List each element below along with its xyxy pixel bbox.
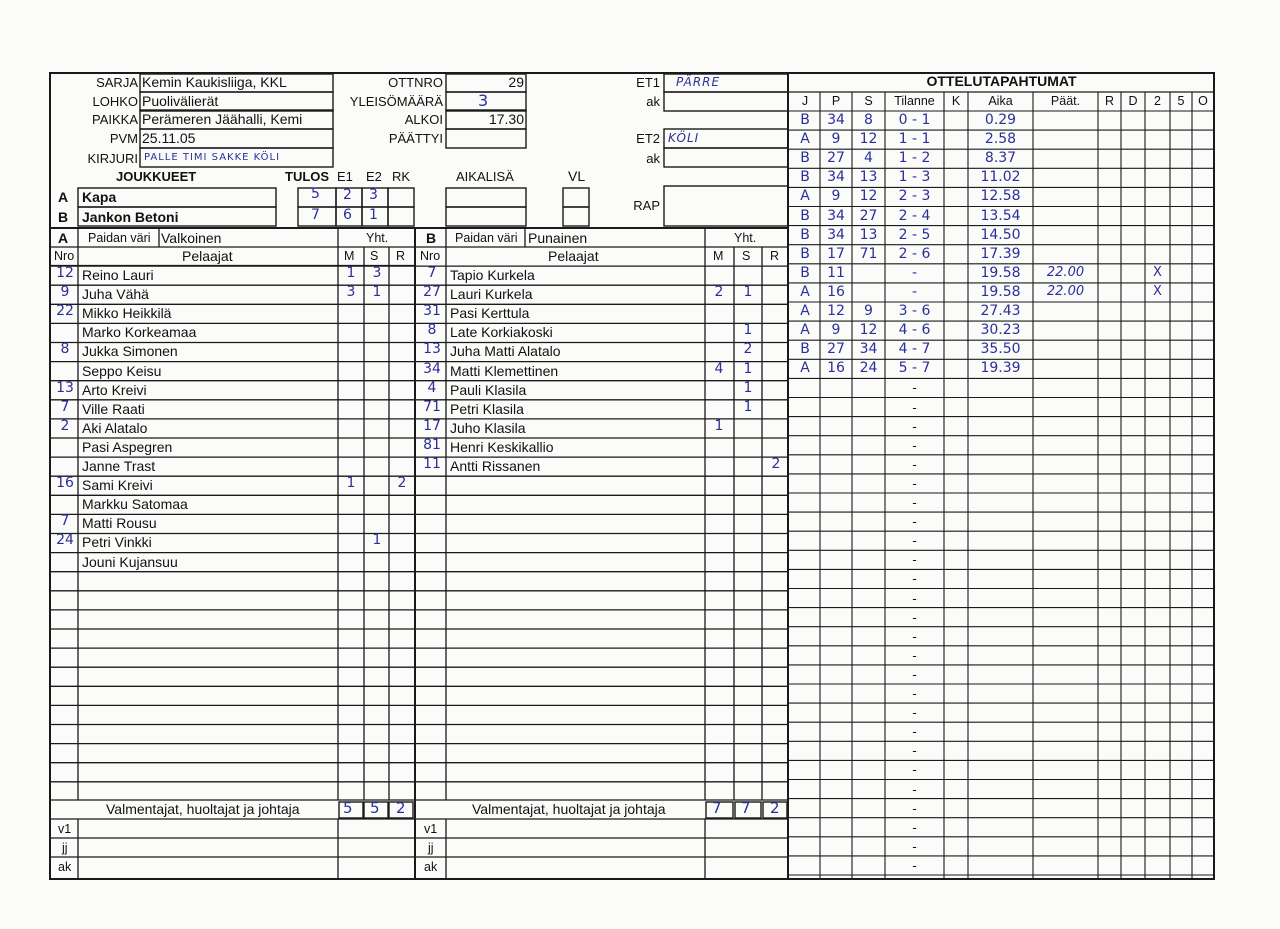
player-number: 24 (56, 532, 74, 549)
rk-label: RK (392, 169, 411, 184)
event-score: - (911, 264, 918, 281)
event-time: 17.39 (980, 245, 1021, 262)
event-score-dash: - (912, 762, 917, 778)
kirjuri-value: PALLE TIMI SAKKE KÖLI (144, 152, 281, 163)
event-score-dash: - (912, 838, 917, 854)
player-assists: 1 (372, 532, 382, 549)
roster-b-color: Punainen (528, 230, 588, 246)
tulos-label: TULOS (285, 169, 330, 184)
event-team: A (800, 303, 810, 319)
roster-a-officials-label: Valmentajat, huoltajat ja johtaja (106, 801, 300, 817)
event-time: 19.58 (980, 264, 1021, 281)
event-score-dash: - (912, 743, 917, 759)
event-2min-mark: X (1153, 264, 1162, 280)
event-scorer: 9 (831, 131, 841, 148)
player-name: Pauli Klasila (450, 381, 527, 398)
event-team: B (800, 112, 810, 128)
roster-b-total-s: 7 (741, 799, 751, 817)
event-scorer: 12 (827, 303, 845, 319)
event-team: B (800, 226, 810, 243)
paattyi-label: PÄÄTTYI (388, 131, 443, 146)
player-name: Pasi Kerttula (450, 305, 530, 322)
event-time: 35.50 (980, 341, 1021, 358)
team-a-name: Kapa (82, 189, 117, 205)
roster-a-staff-jj: jj (62, 841, 68, 855)
player-name: Reino Lauri (82, 267, 154, 283)
roster-b-officials-label: Valmentajat, huoltajat ja johtaja (472, 801, 666, 817)
player-name: Juho Klasila (450, 419, 526, 436)
event-team: A (800, 283, 810, 300)
et2-value: KÖLI (668, 131, 700, 145)
event-score: 1 - 2 (898, 150, 931, 167)
events-column-header: P (831, 94, 841, 108)
player-number: 27 (423, 284, 441, 301)
event-score-dash: - (912, 724, 917, 740)
event-score-dash: - (912, 666, 917, 682)
team-a-e1: 2 (343, 187, 352, 203)
event-team: B (800, 264, 810, 281)
event-scorer: 9 (831, 322, 841, 339)
player-name: Petri Klasila (450, 400, 524, 417)
player-penalties: 2 (397, 475, 407, 492)
player-assists: 1 (743, 398, 753, 415)
player-name: Aki Alatalo (82, 419, 148, 436)
event-assist: 4 (864, 150, 873, 167)
player-number: 2 (60, 417, 70, 434)
player-number: 7 (427, 265, 437, 281)
player-name: Matti Klemettinen (450, 362, 559, 379)
player-name: Tapio Kurkela (450, 267, 535, 283)
event-team: A (800, 360, 810, 377)
pvm-value: 25.11.05 (142, 130, 196, 146)
event-time: 13.54 (980, 207, 1021, 224)
vl-label: VL (568, 168, 586, 184)
player-goals: 4 (714, 360, 724, 377)
yleiso-label: YLEISÖMÄÄRÄ (349, 94, 443, 109)
player-name: Ville Raati (82, 400, 145, 417)
event-score-dash: - (912, 514, 917, 530)
joukkueet-label: JOUKKUEET (116, 169, 197, 184)
event-time: 19.39 (980, 360, 1021, 377)
event-assist: 9 (864, 303, 873, 319)
event-scorer: 16 (827, 360, 845, 377)
team-b-tulos: 7 (311, 207, 320, 223)
event-assist: 12 (859, 188, 878, 205)
roster-a-staff-ak: ak (58, 860, 72, 874)
event-score-dash: - (912, 590, 917, 606)
kirjuri-label: KIRJURI (87, 151, 138, 166)
e1-label: E1 (337, 169, 353, 184)
event-scorer: 34 (827, 169, 845, 186)
event-score: 3 - 6 (898, 303, 931, 319)
event-assist: 12 (859, 322, 878, 339)
event-time: 11.02 (980, 169, 1021, 186)
event-score: - (911, 283, 918, 300)
player-assists: 3 (372, 265, 382, 281)
event-scorer: 27 (827, 341, 845, 358)
player-name: Jukka Simonen (82, 343, 178, 360)
event-score-dash: - (912, 552, 917, 568)
event-assist: 12 (859, 131, 878, 148)
sarja-label: SARJA (96, 75, 138, 90)
roster-b-r-header: R (770, 249, 780, 263)
event-assist: 24 (859, 360, 878, 377)
event-score-dash: - (912, 800, 917, 816)
player-number: 16 (56, 475, 74, 492)
events-column-header: D (1128, 94, 1138, 108)
events-column-header: K (951, 94, 961, 108)
roster-b-letter: B (426, 230, 437, 246)
event-score-dash: - (912, 819, 917, 835)
event-score-dash: - (912, 380, 917, 396)
paikka-label: PAIKKA (91, 112, 138, 127)
event-score: 5 - 7 (898, 360, 931, 377)
ottnro-value: 29 (508, 74, 524, 90)
player-number: 71 (423, 398, 441, 415)
player-number: 11 (423, 456, 441, 472)
event-team: A (800, 322, 810, 339)
events-column-header: 5 (1177, 94, 1185, 108)
team-b-e1: 6 (343, 207, 352, 223)
player-name: Henri Keskikallio (450, 438, 554, 455)
player-number: 4 (427, 379, 437, 396)
event-score: 1 - 3 (898, 169, 931, 186)
roster-b-staff-ak: ak (424, 860, 438, 874)
player-number: 7 (60, 513, 70, 530)
event-time: 30.23 (980, 322, 1021, 339)
roster-a-color: Valkoinen (161, 230, 222, 246)
event-team: B (800, 169, 810, 186)
ottnro-label: OTTNRO (388, 75, 443, 90)
team-a-tulos: 5 (311, 186, 320, 202)
pvm-label: PVM (109, 131, 138, 146)
roster-b-nro-header: Nro (420, 249, 441, 263)
player-goals: 1 (346, 475, 356, 492)
roster-a-pelaajat-header: Pelaajat (182, 248, 233, 264)
event-score-dash: - (912, 456, 917, 472)
et1-value: PÄRRE (676, 75, 721, 89)
event-score: 0 - 1 (898, 112, 931, 128)
player-goals: 2 (714, 284, 724, 301)
event-2min-mark: X (1153, 283, 1162, 299)
event-score-dash: - (912, 781, 917, 797)
event-score-dash: - (912, 647, 917, 663)
player-name: Antti Rissanen (450, 458, 541, 474)
aikalisa-label: AIKALISÄ (456, 169, 514, 184)
event-score-dash: - (912, 533, 917, 549)
player-name: Lauri Kurkela (450, 286, 533, 303)
player-number: 81 (423, 436, 441, 453)
roster-b-color-label: Paidan väri (455, 231, 518, 245)
event-score-dash: - (912, 399, 917, 415)
event-assist: 8 (864, 112, 873, 128)
player-name: Pasi Aspegren (82, 438, 173, 455)
player-goals: 1 (714, 417, 724, 434)
event-score: 4 - 7 (898, 341, 931, 358)
lohko-value: Puolivälierät (142, 93, 219, 109)
roster-a-yht: Yht. (366, 231, 389, 245)
roster-a-staff-v1: v1 (58, 822, 72, 836)
ak1-label: ak (646, 94, 660, 109)
event-score: 1 - 1 (898, 131, 931, 148)
event-scorer: 9 (831, 188, 841, 205)
player-name: Sami Kreivi (82, 477, 153, 494)
et2-label: ET2 (636, 131, 660, 146)
event-team: B (800, 245, 810, 262)
event-penalty-end: 22.00 (1046, 264, 1085, 280)
event-score-dash: - (912, 475, 917, 491)
events-column-header: Tilanne (894, 94, 935, 108)
event-time: 19.58 (980, 283, 1021, 300)
event-score: 2 - 6 (898, 245, 931, 262)
roster-a-nro-header: Nro (54, 249, 75, 263)
event-time: 2.58 (984, 131, 1017, 148)
team-b-name: Jankon Betoni (82, 209, 179, 225)
player-name: Jouni Kujansuu (82, 553, 178, 570)
event-team: B (800, 207, 810, 224)
roster-b-staff-jj: jj (428, 841, 434, 855)
player-number: 17 (423, 417, 441, 434)
roster-a-total-m: 5 (343, 799, 353, 817)
player-name: Juha Vähä (82, 286, 149, 303)
event-time: 12.58 (980, 188, 1021, 205)
event-team: A (800, 188, 810, 205)
team-b-letter: B (58, 209, 69, 225)
player-name: Late Korkiakoski (450, 324, 553, 341)
event-time: 14.50 (980, 226, 1021, 243)
player-penalties: 2 (771, 456, 781, 472)
lohko-label: LOHKO (92, 94, 138, 109)
player-name: Juha Matti Alatalo (450, 343, 561, 360)
event-score-dash: - (912, 686, 917, 701)
team-b-e2: 1 (369, 207, 378, 223)
roster-b-m-header: M (713, 249, 724, 263)
event-assist: 13 (859, 169, 878, 186)
team-a-letter: A (58, 189, 69, 205)
player-name: Markku Satomaa (82, 496, 188, 513)
player-name: Arto Kreivi (82, 381, 147, 398)
event-scorer: 34 (827, 226, 845, 243)
event-assist: 71 (859, 245, 878, 262)
event-scorer: 11 (827, 264, 845, 281)
player-name: Petri Vinkki (82, 534, 152, 551)
event-assist: 27 (859, 207, 878, 224)
event-score: 2 - 4 (898, 207, 931, 224)
roster-b-total-r: 2 (770, 799, 780, 817)
alkoi-value: 17.30 (488, 111, 524, 127)
player-goals: 3 (346, 284, 356, 301)
events-column-header: Aika (988, 94, 1013, 108)
roster-b-pelaajat-header: Pelaajat (548, 248, 599, 264)
event-scorer: 34 (827, 207, 845, 224)
player-assists: 1 (743, 322, 753, 339)
player-number: 12 (56, 265, 74, 281)
event-time: 0.29 (984, 112, 1017, 128)
player-name: Matti Rousu (82, 515, 157, 532)
roster-a-color-label: Paidan väri (88, 231, 151, 245)
event-team: B (800, 341, 810, 358)
event-score-dash: - (912, 418, 917, 434)
roster-b-yht: Yht. (734, 231, 757, 245)
player-name: Janne Trast (82, 458, 156, 474)
event-score-dash: - (912, 495, 917, 510)
event-assist: 34 (859, 341, 878, 358)
player-number: 22 (56, 303, 74, 320)
ak2-label: ak (646, 151, 660, 166)
event-score-dash: - (912, 628, 917, 644)
et1-label: ET1 (636, 75, 660, 90)
event-team: A (800, 131, 810, 148)
roster-a-total-s: 5 (370, 799, 380, 817)
player-number: 13 (56, 379, 74, 396)
player-assists: 1 (743, 379, 753, 396)
event-penalty-end: 22.00 (1046, 283, 1085, 299)
event-team: B (800, 150, 810, 167)
event-scorer: 16 (827, 283, 845, 300)
event-scorer: 27 (827, 150, 845, 167)
player-name: Seppo Keisu (82, 362, 162, 379)
event-score-dash: - (912, 437, 917, 453)
player-number: 9 (60, 284, 70, 301)
player-number: 7 (60, 398, 70, 415)
event-score-dash: - (912, 857, 917, 873)
events-column-header: R (1104, 94, 1115, 108)
events-title: OTTELUTAPAHTUMAT (926, 73, 1077, 89)
player-assists: 1 (372, 284, 382, 301)
player-number: 8 (60, 341, 70, 358)
event-score-dash: - (912, 705, 917, 721)
roster-a-letter: A (58, 230, 69, 246)
paikka-value: Perämeren Jäähalli, Kemi (142, 111, 303, 127)
roster-a-m-header: M (344, 249, 355, 263)
event-time: 8.37 (984, 150, 1017, 167)
roster-a-s-header: S (370, 249, 379, 263)
event-score-dash: - (912, 609, 917, 625)
player-number: 8 (427, 322, 437, 339)
event-assist: 13 (859, 226, 878, 243)
yleiso-value: 3 (478, 91, 489, 110)
event-score: 2 - 5 (898, 226, 931, 243)
events-column-header: J (801, 94, 809, 108)
roster-a-r-header: R (396, 249, 406, 263)
event-score: 4 - 6 (898, 322, 931, 339)
event-time: 27.43 (980, 303, 1021, 319)
roster-b-staff-v1: v1 (424, 822, 438, 836)
team-a-e2: 3 (369, 187, 378, 203)
events-column-header: O (1198, 94, 1208, 108)
player-name: Marko Korkeamaa (82, 324, 197, 341)
alkoi-label: ALKOI (404, 112, 443, 127)
events-column-header: Päät. (1050, 94, 1081, 108)
player-assists: 2 (743, 341, 753, 358)
player-number: 34 (423, 360, 441, 377)
event-scorer: 17 (827, 245, 845, 262)
roster-b-s-header: S (742, 249, 751, 263)
events-column-header: S (864, 94, 873, 108)
player-name: Mikko Heikkilä (82, 305, 172, 322)
event-scorer: 34 (827, 112, 845, 128)
sarja-value: Kemin Kaukisliiga, KKL (142, 74, 287, 90)
player-number: 13 (423, 341, 441, 358)
events-column-header: 2 (1154, 94, 1161, 108)
roster-b-total-m: 7 (712, 799, 722, 817)
e2-label: E2 (366, 169, 382, 184)
event-score: 2 - 3 (898, 188, 931, 205)
event-score-dash: - (912, 571, 917, 587)
player-assists: 1 (743, 284, 753, 301)
player-goals: 1 (346, 265, 356, 281)
roster-a-total-r: 2 (396, 799, 406, 817)
rap-label: RAP (633, 198, 660, 213)
player-assists: 1 (743, 360, 753, 377)
player-number: 31 (423, 303, 441, 320)
